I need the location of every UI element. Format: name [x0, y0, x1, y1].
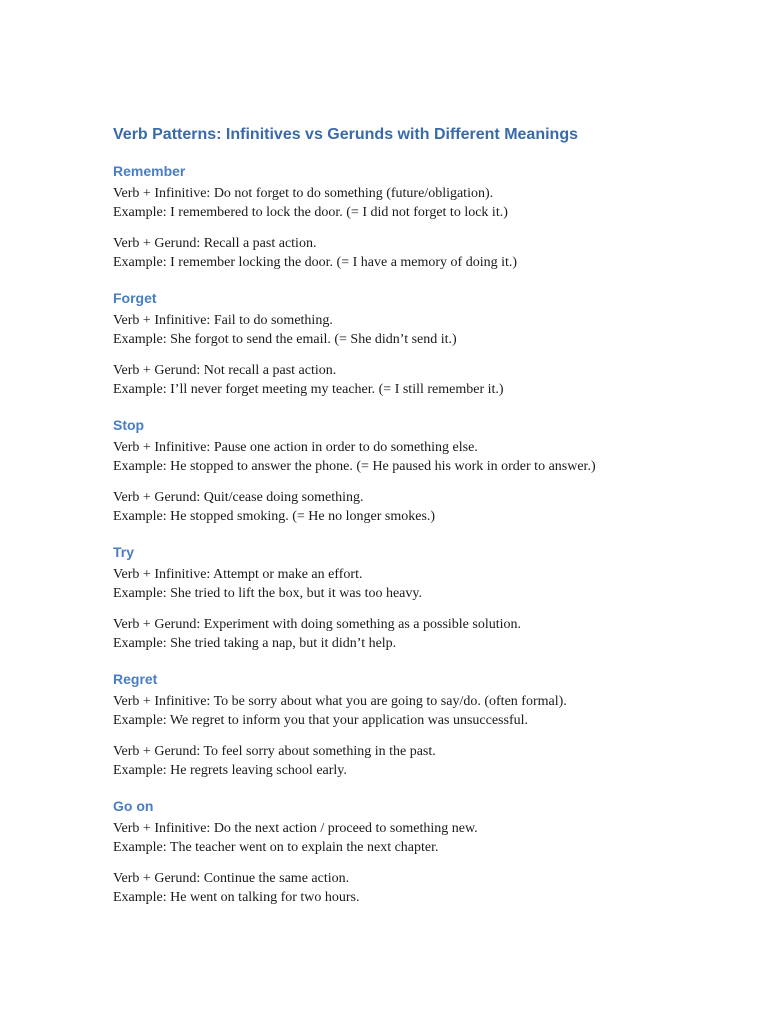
section-heading: Regret: [113, 671, 158, 687]
pattern-definition: Verb + Gerund: Not recall a past action.: [113, 363, 337, 378]
pattern-definition: Verb + Infinitive: To be sorry about what you are going to say/do. (often formal).: [113, 694, 567, 709]
pattern-example: Example: She tried taking a nap, but it didn’t help.: [113, 636, 397, 651]
section-stop: [113, 416, 733, 526]
infinitive-pattern: [113, 311, 733, 349]
section-heading: Go on: [113, 798, 154, 814]
section-forget: [113, 289, 733, 399]
pattern-definition: Verb + Gerund: To feel sorry about something in the past.: [113, 744, 436, 759]
pattern-example: Example: I remembered to lock the door. (= I did not forget to lock it.): [113, 205, 508, 220]
section-go-on: [113, 797, 733, 907]
section-heading: Forget: [113, 290, 157, 306]
gerund-pattern: [113, 615, 733, 653]
pattern-example: Example: He stopped to answer the phone. (= He paused his work in order to answer.): [113, 459, 596, 474]
section-try: [113, 543, 733, 653]
pattern-definition: Verb + Gerund: Quit/cease doing something.: [113, 490, 364, 505]
section-heading: Stop: [113, 417, 145, 433]
pattern-example: Example: I remember locking the door. (= I have a memory of doing it.): [113, 255, 518, 270]
gerund-pattern: [113, 361, 733, 399]
infinitive-pattern: [113, 565, 733, 603]
pattern-definition: Verb + Gerund: Experiment with doing something as a possible solution.: [113, 617, 522, 632]
gerund-pattern: [113, 488, 733, 526]
pattern-example: Example: He regrets leaving school early.: [113, 763, 347, 778]
pattern-example: Example: She forgot to send the email. (= She didn’t send it.): [113, 332, 457, 347]
pattern-example: Example: I’ll never forget meeting my teacher. (= I still remember it.): [113, 382, 504, 397]
infinitive-pattern: [113, 692, 733, 730]
document-page: [113, 122, 733, 924]
pattern-definition: Verb + Infinitive: Fail to do something.: [113, 313, 333, 328]
pattern-definition: Verb + Gerund: Recall a past action.: [113, 236, 317, 251]
infinitive-pattern: [113, 819, 733, 857]
infinitive-pattern: [113, 438, 733, 476]
section-regret: [113, 670, 733, 780]
gerund-pattern: [113, 869, 733, 907]
pattern-definition: Verb + Infinitive: Pause one action in order to do something else.: [113, 440, 478, 455]
infinitive-pattern: [113, 184, 733, 222]
pattern-definition: Verb + Infinitive: Do not forget to do something (future/obligation).: [113, 186, 494, 201]
pattern-example: Example: The teacher went on to explain the next chapter.: [113, 840, 439, 855]
pattern-example: Example: We regret to inform you that your application was unsuccessful.: [113, 713, 529, 728]
pattern-example: Example: He stopped smoking. (= He no longer smokes.): [113, 509, 436, 524]
pattern-example: Example: He went on talking for two hours.: [113, 890, 360, 905]
section-heading: Remember: [113, 163, 186, 179]
document-title: Verb Patterns: Infinitives vs Gerunds with Different Meanings: [113, 126, 578, 143]
pattern-definition: Verb + Infinitive: Do the next action / proceed to something new.: [113, 821, 478, 836]
gerund-pattern: [113, 742, 733, 780]
gerund-pattern: [113, 234, 733, 272]
pattern-example: Example: She tried to lift the box, but it was too heavy.: [113, 586, 422, 601]
pattern-definition: Verb + Infinitive: Attempt or make an effort.: [113, 567, 363, 582]
section-remember: [113, 162, 733, 272]
pattern-definition: Verb + Gerund: Continue the same action.: [113, 871, 350, 886]
section-heading: Try: [113, 544, 135, 560]
